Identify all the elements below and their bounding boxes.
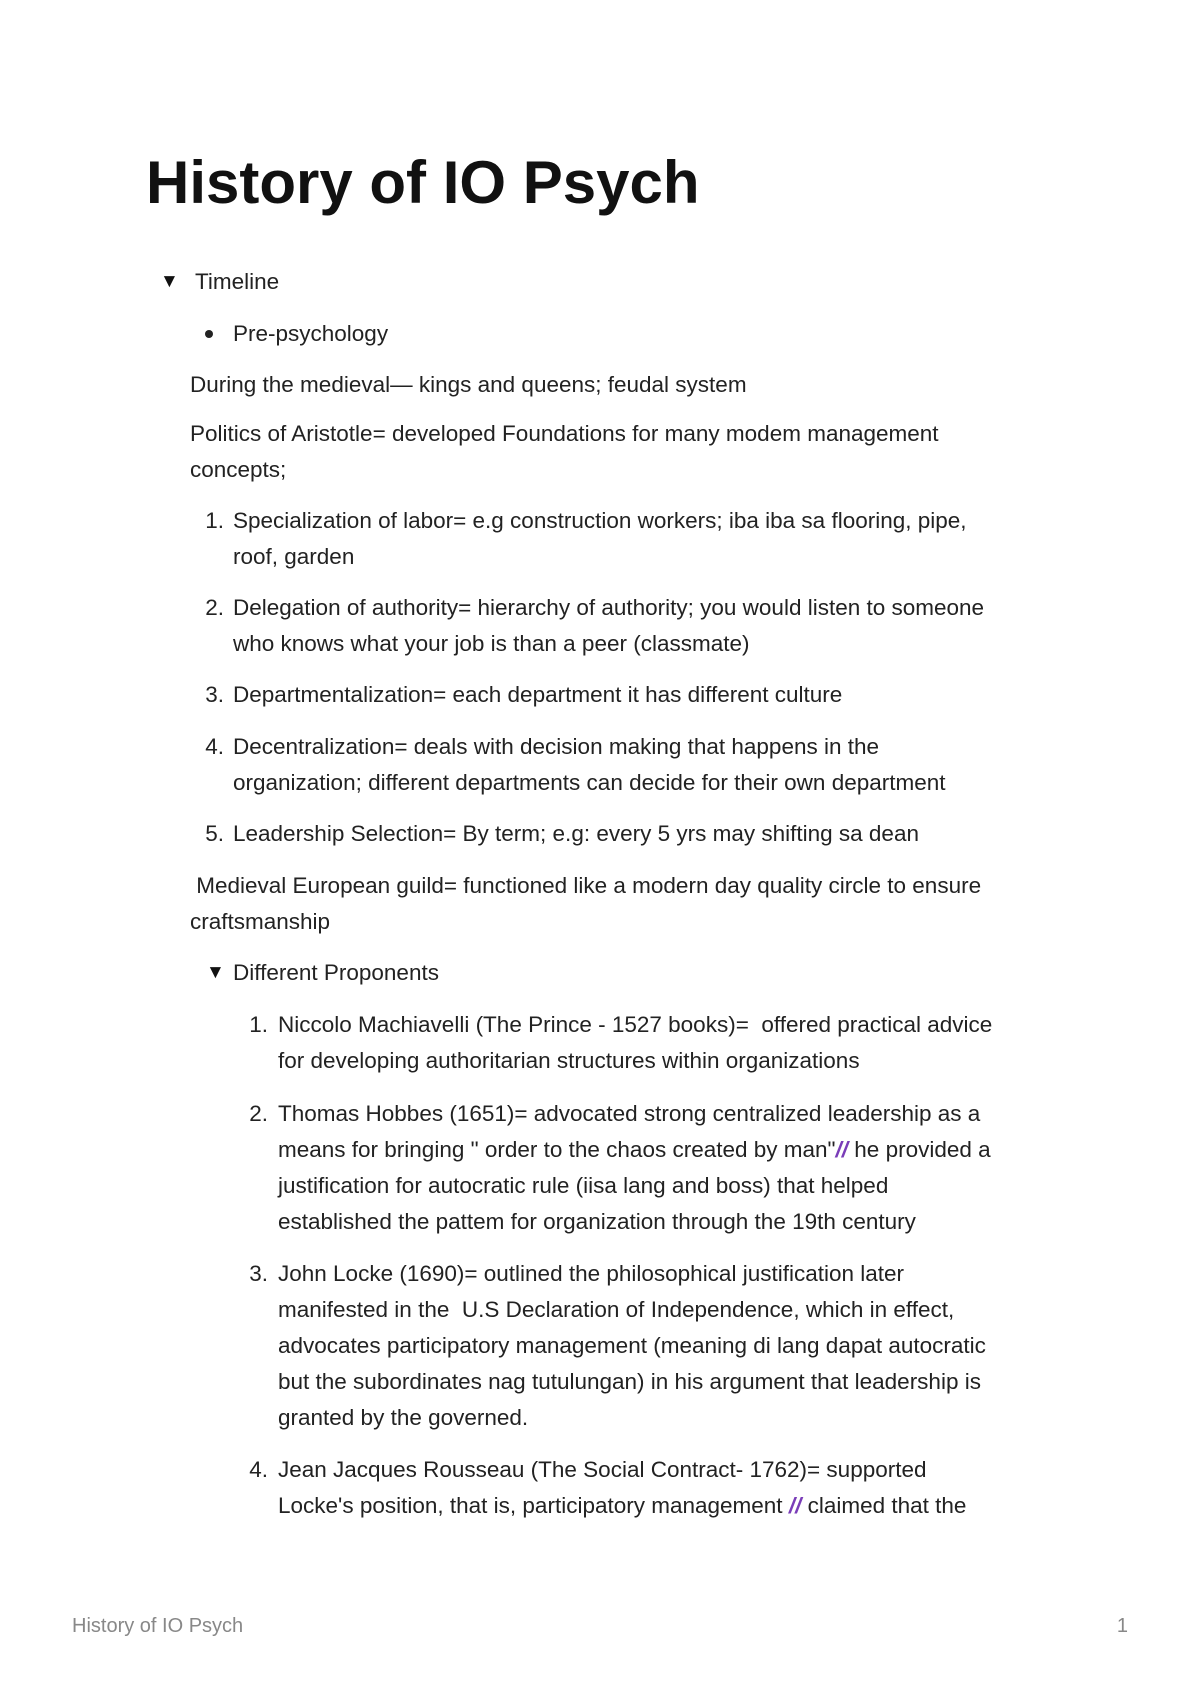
triangle-down-icon[interactable]: ▼ — [206, 962, 225, 983]
list-item: advocates participatory management (meaning di lang dapat autocratic — [278, 1333, 986, 1358]
list-item-text: Locke's position, that is, participatory management — [278, 1493, 789, 1518]
list-number: 2. — [205, 595, 224, 620]
list-item: granted by the governed. — [278, 1405, 529, 1430]
list-item: for developing authoritarian structures within organizations — [278, 1048, 860, 1073]
paragraph-guild: craftsmanship — [190, 909, 331, 934]
paragraph-aristotle: Politics of Aristotle= developed Foundations for many modem management — [190, 421, 939, 446]
list-number: 4. — [205, 734, 224, 759]
list-number: 1. — [205, 508, 224, 533]
list-item: manifested in the U.S Declaration of Independence, which in effect, — [278, 1297, 955, 1322]
list-number: 3. — [205, 682, 224, 707]
list-number: 2. — [249, 1101, 268, 1126]
list-item: Leadership Selection= By term; e.g: every 5 yrs may shifting sa dean — [233, 821, 919, 846]
list-item-text: means for bringing " order to the chaos created by man" — [278, 1137, 836, 1162]
paragraph-guild: Medieval European guild= functioned like a modern day quality circle to ensure — [190, 873, 982, 898]
triangle-down-icon[interactable]: ▼ — [160, 271, 179, 292]
list-item — [278, 1132, 991, 1168]
paragraph-aristotle: concepts; — [190, 457, 287, 482]
footer-title: History of IO Psych — [72, 1615, 244, 1637]
list-item: Decentralization= deals with decision making that happens in the — [233, 734, 880, 759]
list-number: 5. — [205, 821, 224, 846]
paragraph-medieval: During the medieval— kings and queens; feudal system — [190, 372, 747, 397]
list-number: 1. — [249, 1012, 268, 1037]
bullet-icon — [205, 330, 213, 338]
page-title: History of IO Psych — [146, 149, 700, 216]
list-item: Jean Jacques Rousseau (The Social Contract- 1762)= supported — [278, 1457, 927, 1482]
list-item: who knows what your job is than a peer (classmate) — [233, 631, 750, 656]
list-item: Departmentalization= each department it has different culture — [233, 682, 843, 707]
list-item — [278, 1488, 966, 1524]
list-item: roof, garden — [233, 544, 355, 569]
list-number: 4. — [249, 1457, 268, 1482]
list-item: Delegation of authority= hierarchy of authority; you would listen to someone — [233, 595, 985, 620]
list-item: organization; different departments can decide for their own department — [233, 770, 946, 795]
annotation-mark: // — [788, 1493, 802, 1518]
proponents-toggle-label[interactable]: Different Proponents — [233, 960, 439, 985]
list-item: justification for autocratic rule (iisa lang and boss) that helped — [278, 1173, 889, 1198]
list-item: Niccolo Machiavelli (The Prince - 1527 books)= offered practical advice — [278, 1012, 993, 1037]
pre-psychology-label: Pre-psychology — [233, 321, 389, 346]
list-item: Specialization of labor= e.g construction workers; iba iba sa flooring, pipe, — [233, 508, 967, 533]
list-item-text: he provided a — [848, 1137, 991, 1162]
page-number: 1 — [1116, 1615, 1128, 1637]
list-item: John Locke (1690)= outlined the philosophical justification later — [278, 1261, 905, 1286]
timeline-toggle-label[interactable]: Timeline — [195, 269, 280, 294]
list-item: established the pattem for organization through the 19th century — [278, 1209, 916, 1234]
list-number: 3. — [249, 1261, 268, 1286]
list-item: but the subordinates nag tutulungan) in his argument that leadership is — [278, 1369, 981, 1394]
list-item-text: claimed that the — [801, 1493, 967, 1518]
annotation-mark: // — [835, 1137, 849, 1162]
list-item: Thomas Hobbes (1651)= advocated strong centralized leadership as a — [278, 1101, 981, 1126]
